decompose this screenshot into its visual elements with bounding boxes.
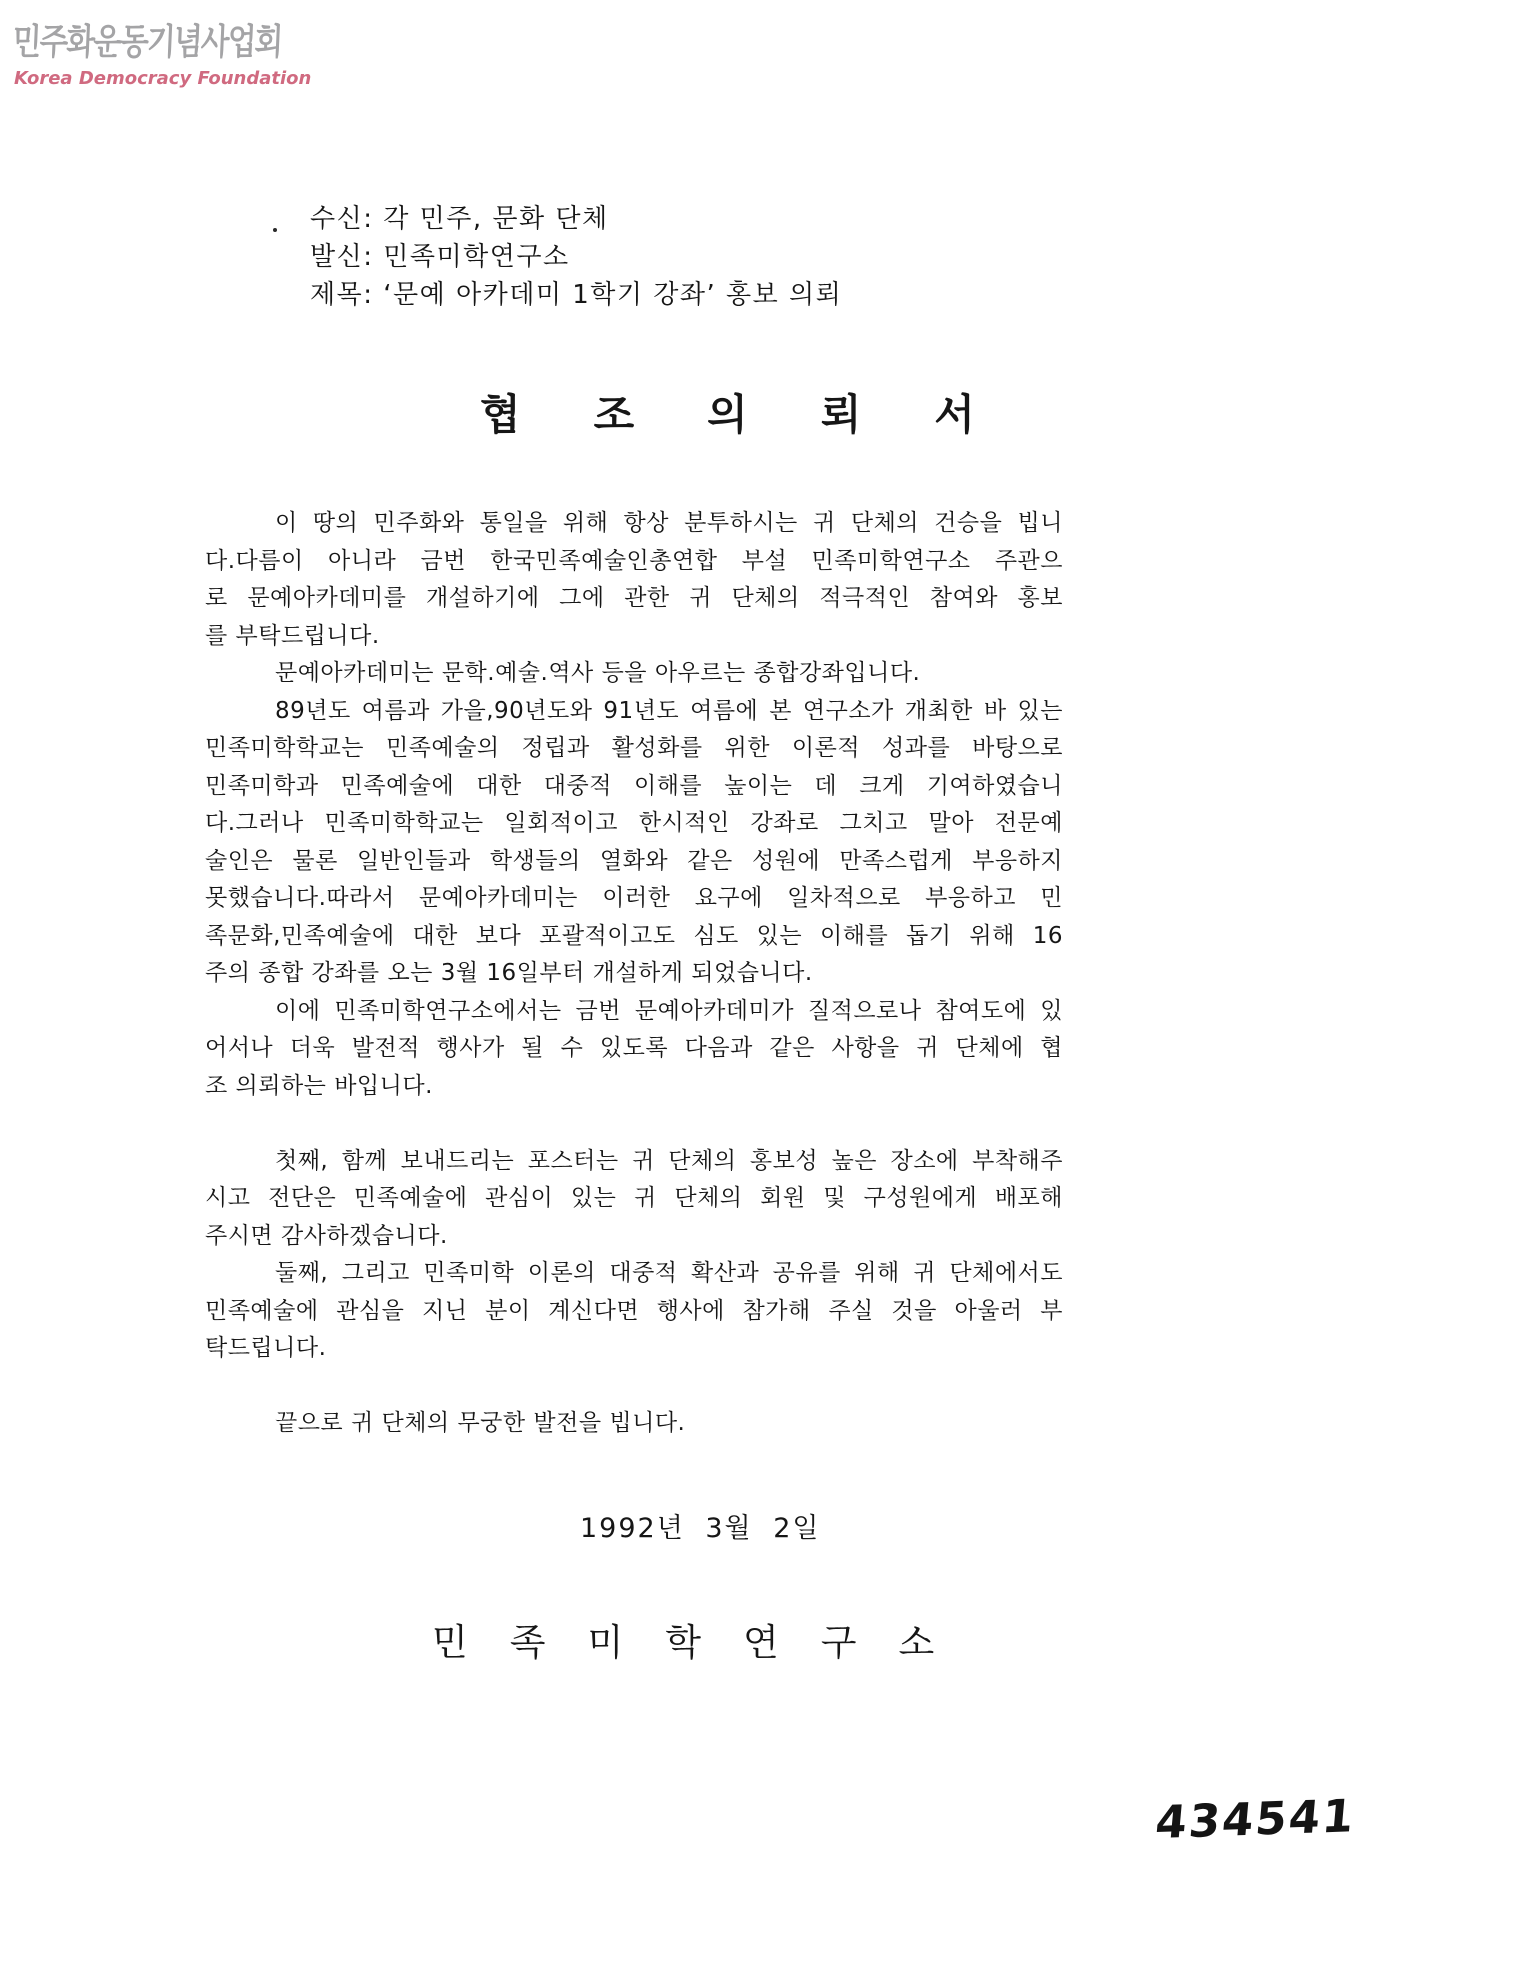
body-line: 로 문예아카데미를 개설하기에 그에 관한 귀 단체의 적극적인 참여와 홍보 bbox=[205, 585, 1063, 611]
sender-line: 발신: 민족미학연구소 bbox=[310, 242, 570, 272]
kdf-logo-korean: 민주화운동기념사업회 bbox=[11, 22, 283, 63]
body-line: 탁드립니다. bbox=[205, 1335, 327, 1361]
body-line: 다.그러나 민족미학학교는 일회적이고 한시적인 강좌로 그치고 말아 전문예 bbox=[205, 810, 1063, 836]
letter-body bbox=[205, 505, 1063, 1443]
body-line: 술인은 물론 일반인들과 학생들의 열화와 같은 성원에 만족스럽게 부응하지 bbox=[205, 847, 1063, 874]
body-line: 민족미학학교는 민족예술의 정립과 활성화를 위한 이론적 성과를 바탕으로 bbox=[205, 735, 1063, 761]
document-title: 협조의뢰서 bbox=[480, 390, 1048, 439]
body-line: 문예아카데미는 문학.예술.역사 등을 아우르는 종합강좌입니다. bbox=[275, 660, 921, 686]
body-line: 다.다름이 아니라 금번 한국민족예술인총연합 부설 민족미학연구소 주관으 bbox=[205, 547, 1063, 574]
body-line: 주의 종합 강좌를 오는 3월 16일부터 개설하게 되었습니다. bbox=[205, 960, 813, 986]
body-line: 첫째, 함께 보내드리는 포스터는 귀 단체의 홍보성 높은 장소에 부착해주 bbox=[275, 1147, 1063, 1174]
body-line: 못했습니다.따라서 문예아카데미는 이러한 요구에 일차적으로 부응하고 민 bbox=[205, 885, 1063, 911]
kdf-logo bbox=[11, 14, 342, 89]
body-line: 민족미학과 민족예술에 대한 대중적 이해를 높이는 데 크게 기여하였습니 bbox=[205, 772, 1063, 799]
scan-speck bbox=[273, 228, 277, 232]
body-line: 이에 민족미학연구소에서는 금번 문예아카데미가 질적으로나 참여도에 있 bbox=[275, 997, 1063, 1024]
signature-organization: 민족미학연구소 bbox=[432, 1621, 977, 1664]
body-line: 를 부탁드립니다. bbox=[205, 622, 380, 649]
body-line: 조 의뢰하는 바입니다. bbox=[205, 1072, 433, 1099]
letter-meta bbox=[310, 200, 842, 314]
subject-line: 제목: ‘문예 아카데미 1학기 강좌’ 홍보 의뢰 bbox=[310, 280, 843, 310]
body-line: 89년도 여름과 가을,90년도와 91년도 여름에 본 연구소가 개최한 바 있는 bbox=[275, 697, 1063, 724]
blank-line bbox=[205, 1368, 1063, 1406]
body-line: 주시면 감사하겠습니다. bbox=[205, 1222, 448, 1249]
letter-date: 1992년 3월 2일 bbox=[580, 1513, 821, 1544]
recipient-line: 수신: 각 민주, 문화 단체 bbox=[310, 204, 609, 234]
kdf-logo-english: Korea Democracy Foundation bbox=[14, 68, 312, 89]
blank-line bbox=[205, 1105, 1063, 1143]
body-line: 이 땅의 민주화와 통일을 위해 항상 분투하시는 귀 단체의 건승을 빕니 bbox=[275, 510, 1063, 536]
handwritten-archive-number: 434541 bbox=[1153, 1789, 1358, 1850]
body-line: 끝으로 귀 단체의 무궁한 발전을 빕니다. bbox=[275, 1410, 686, 1436]
body-line: 둘째, 그리고 민족미학 이론의 대중적 확산과 공유를 위해 귀 단체에서도 bbox=[275, 1260, 1063, 1286]
body-line: 민족예술에 관심을 지닌 분이 계신다면 행사에 참가해 주실 것을 아울러 부 bbox=[205, 1297, 1063, 1324]
body-line: 어서나 더욱 발전적 행사가 될 수 있도록 다음과 같은 사항을 귀 단체에 협 bbox=[205, 1035, 1063, 1061]
body-line: 시고 전단은 민족예술에 관심이 있는 귀 단체의 회원 및 구성원에게 배포해 bbox=[205, 1185, 1063, 1211]
body-line: 족문화,민족예술에 대한 보다 포괄적이고도 심도 있는 이해를 돕기 위해 16 bbox=[205, 922, 1063, 949]
